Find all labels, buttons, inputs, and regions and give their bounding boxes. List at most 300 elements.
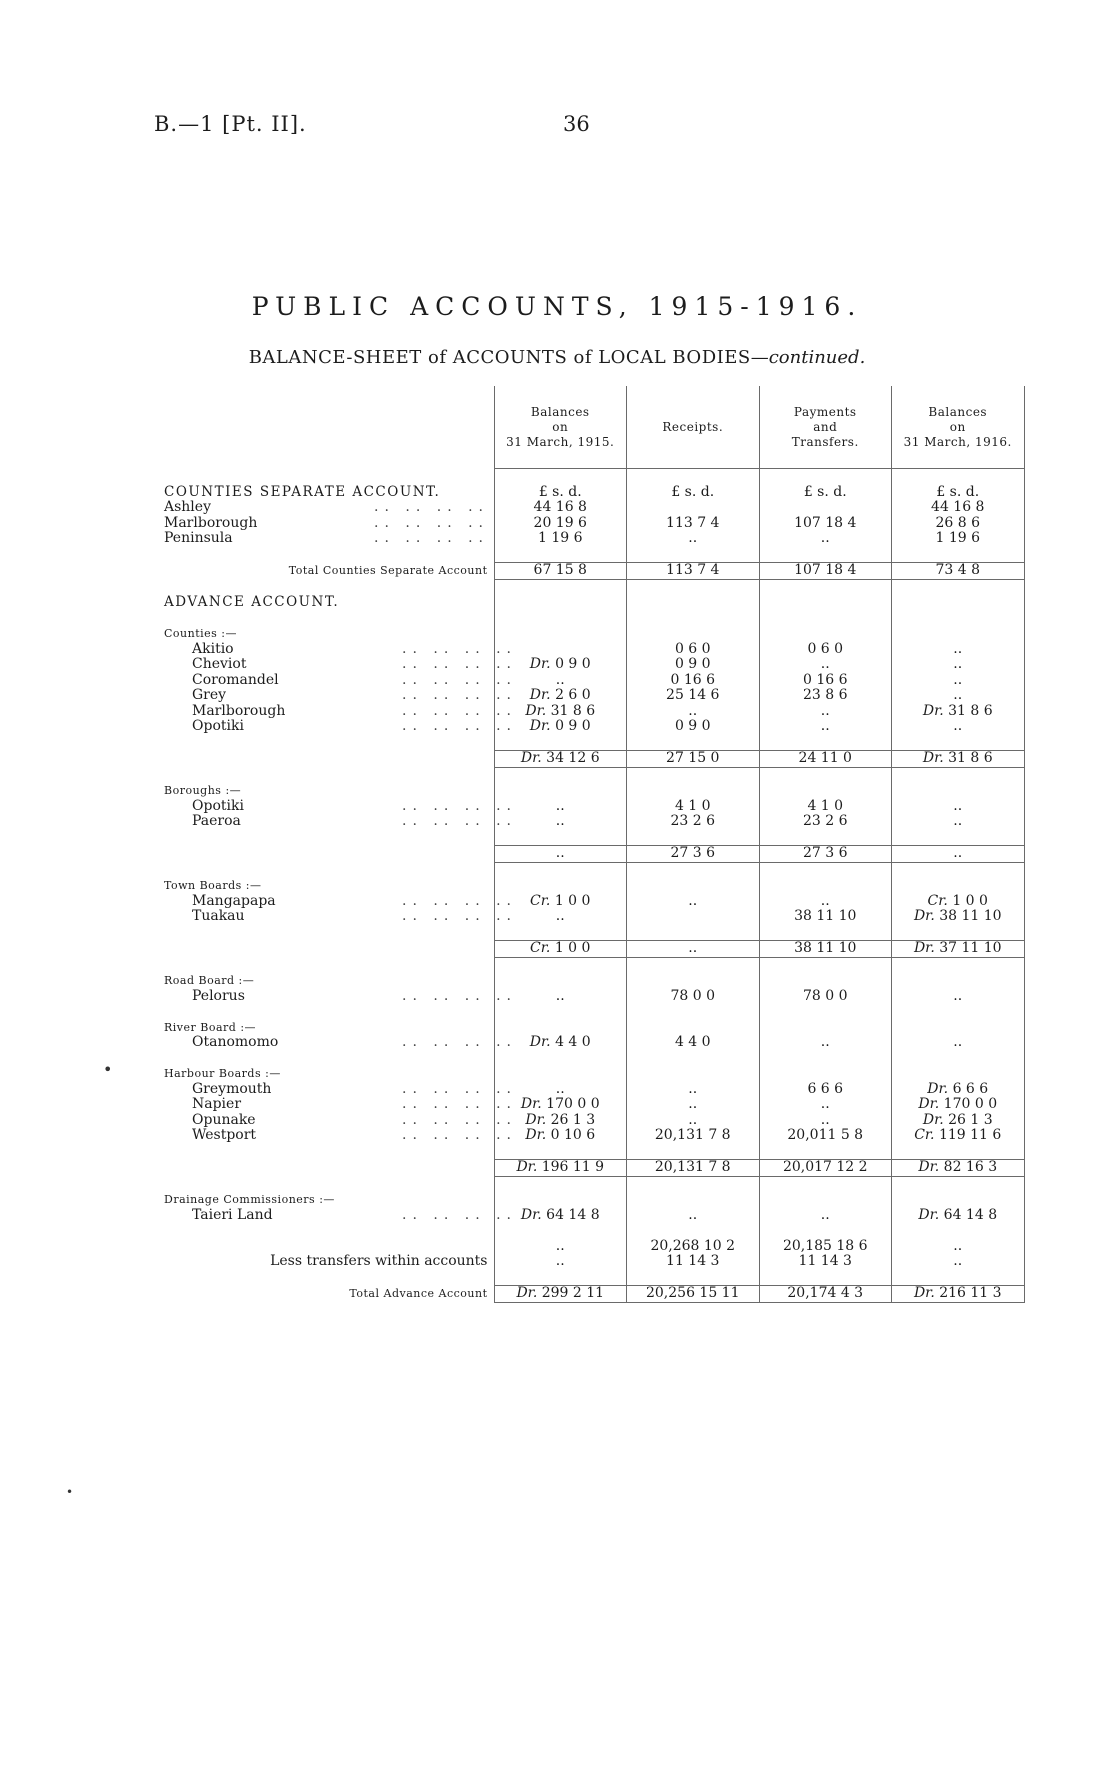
header-balances-1915: Balances on 31 March, 1915. — [494, 386, 627, 469]
amount-cell — [494, 1192, 627, 1208]
row-label — [164, 1080, 517, 1098]
group-heading: Boroughs :— — [164, 784, 242, 797]
amount-cell — [892, 626, 1025, 642]
table-row — [164, 1082, 1024, 1098]
row-label — [164, 1096, 517, 1113]
amount-cell — [627, 500, 760, 516]
amount-cell: 25 14 6 — [627, 688, 760, 704]
leader-dots: .. .. .. .. — [402, 797, 517, 814]
amount-cell: 20,131 7 8 — [627, 1160, 760, 1177]
amount-cell: 6 6 6 — [759, 1082, 892, 1098]
row-label — [164, 531, 494, 547]
spacer — [759, 767, 892, 783]
table-row — [164, 751, 1024, 768]
spacer — [164, 1004, 494, 1020]
spacer — [164, 547, 494, 563]
amount-cell: .. — [892, 719, 1025, 735]
spacer — [627, 1270, 760, 1286]
amount-cell: .. — [494, 799, 627, 815]
amount-cell: Cr. 1 0 0 — [494, 894, 627, 910]
spacer-row — [164, 1004, 1024, 1020]
spacer — [627, 579, 760, 595]
table-row — [164, 1208, 1024, 1224]
spacer — [627, 925, 760, 941]
amount-cell: .. — [892, 1254, 1025, 1270]
spacer — [759, 547, 892, 563]
amount-cell: .. — [627, 1082, 760, 1098]
amount-cell: 1 19 6 — [892, 531, 1025, 547]
subtitle-main: BALANCE-SHEET of ACCOUNTS of LOCAL BODIES — [248, 347, 751, 368]
table-row — [164, 563, 1024, 580]
leader-dots: .. .. .. .. — [374, 499, 489, 515]
amount-cell: 20,011 5 8 — [759, 1128, 892, 1144]
table-row — [164, 1160, 1024, 1177]
amount-cell: .. — [494, 989, 627, 1005]
section-heading: ADVANCE ACCOUNT. — [164, 594, 340, 610]
row-label-text: Greymouth — [192, 1080, 272, 1097]
table-row — [164, 719, 1024, 735]
amount-cell: 0 9 0 — [627, 657, 760, 673]
amount-cell: Dr. 26 1 3 — [494, 1113, 627, 1129]
amount-cell — [494, 1066, 627, 1082]
amount-cell: .. — [892, 846, 1025, 863]
amount-cell: .. — [892, 1239, 1025, 1255]
amount-cell: £ s. d. — [494, 485, 627, 501]
table-row — [164, 704, 1024, 720]
row-label — [164, 908, 517, 925]
spacer — [627, 957, 760, 973]
amount-cell: Dr. 4 4 0 — [494, 1035, 627, 1051]
spacer — [892, 1051, 1025, 1067]
amount-cell: 23 2 6 — [627, 814, 760, 830]
amount-cell — [892, 973, 1025, 989]
amount-cell — [627, 1020, 760, 1036]
group-heading: Town Boards :— — [164, 879, 262, 892]
amount-cell: Dr. 64 14 8 — [892, 1208, 1025, 1224]
amount-cell: .. — [759, 1035, 892, 1051]
spacer — [627, 611, 760, 627]
group-heading: River Board :— — [164, 1020, 257, 1034]
spacer-row — [164, 830, 1024, 846]
amount-cell: .. — [627, 1208, 760, 1224]
amount-cell: 23 8 6 — [759, 688, 892, 704]
spacer — [164, 1223, 494, 1239]
spacer — [627, 1051, 760, 1067]
leader-dots: .. .. .. .. — [402, 640, 517, 657]
amount-cell — [627, 626, 760, 642]
balance-sheet-table — [164, 386, 1025, 1303]
group-heading: Drainage Commissioners :— — [164, 1193, 335, 1206]
leader-dots: .. .. .. .. — [402, 656, 517, 672]
spacer-row — [164, 767, 1024, 783]
amount-cell — [627, 783, 760, 799]
spacer — [759, 925, 892, 941]
table-row — [164, 894, 1024, 910]
amount-cell: 0 16 6 — [627, 673, 760, 689]
amount-cell — [892, 1192, 1025, 1208]
amount-cell: 20,131 7 8 — [627, 1128, 760, 1144]
spacer — [164, 1270, 494, 1286]
amount-cell: 67 15 8 — [494, 563, 627, 580]
spacer — [892, 469, 1025, 485]
amount-cell: .. — [892, 1035, 1025, 1051]
amount-cell — [892, 783, 1025, 799]
spacer — [892, 1223, 1025, 1239]
amount-cell — [759, 973, 892, 989]
amount-cell: 20,174 4 3 — [759, 1286, 892, 1303]
amount-cell: .. — [627, 1097, 760, 1113]
amount-cell: £ s. d. — [759, 485, 892, 501]
spacer — [164, 767, 494, 783]
amount-cell: 20,256 15 11 — [627, 1286, 760, 1303]
spacer — [164, 579, 494, 595]
amount-cell: .. — [494, 846, 627, 863]
spacer-row — [164, 735, 1024, 751]
spacer — [759, 957, 892, 973]
table-row — [164, 1113, 1024, 1129]
row-label — [164, 1127, 517, 1144]
amount-cell: 11 14 3 — [759, 1254, 892, 1270]
amount-cell — [494, 595, 627, 611]
spacer-row — [164, 611, 1024, 627]
amount-cell — [627, 1066, 760, 1082]
row-label — [164, 1239, 494, 1255]
spacer — [494, 579, 627, 595]
amount-cell: .. — [759, 704, 892, 720]
amount-cell — [759, 595, 892, 611]
amount-cell: .. — [759, 1097, 892, 1113]
header-receipts: Receipts. — [627, 386, 760, 469]
spacer — [494, 1176, 627, 1192]
table-row — [164, 485, 1024, 501]
amount-cell: £ s. d. — [892, 485, 1025, 501]
spacer — [627, 767, 760, 783]
margin-mark: • — [66, 1485, 74, 1499]
row-label-text: Pelorus — [192, 987, 245, 1004]
leader-dots: .. .. .. .. — [402, 813, 517, 829]
leader-dots: .. .. .. .. — [402, 1034, 517, 1050]
leader-dots: .. .. .. .. — [402, 1096, 517, 1112]
amount-cell: 27 15 0 — [627, 751, 760, 768]
row-label — [164, 1192, 494, 1208]
spacer — [759, 1144, 892, 1160]
row-label — [164, 751, 494, 768]
amount-cell: 44 16 8 — [892, 500, 1025, 516]
amount-cell: 38 11 10 — [759, 941, 892, 958]
table-row — [164, 1128, 1024, 1144]
amount-cell — [892, 1020, 1025, 1036]
amount-cell — [494, 1020, 627, 1036]
amount-cell: .. — [494, 814, 627, 830]
amount-cell: 113 7 4 — [627, 516, 760, 532]
amount-cell: Dr. 299 2 11 — [494, 1286, 627, 1303]
row-label-text: Akitio — [192, 640, 234, 657]
row-label-text: Paeroa — [192, 813, 241, 829]
amount-cell: .. — [892, 814, 1025, 830]
amount-cell: 107 18 4 — [759, 563, 892, 580]
amount-cell: 38 11 10 — [759, 909, 892, 925]
spacer — [892, 579, 1025, 595]
amount-cell: 4 1 0 — [627, 799, 760, 815]
amount-cell: 27 3 6 — [759, 846, 892, 863]
amount-cell: Dr. 26 1 3 — [892, 1113, 1025, 1129]
spacer — [892, 547, 1025, 563]
row-label-text: Otanomomo — [192, 1034, 279, 1050]
row-label-text: Opunake — [192, 1111, 256, 1128]
row-label — [164, 1066, 494, 1082]
spacer — [627, 469, 760, 485]
spacer — [164, 735, 494, 751]
amount-cell: 20 19 6 — [494, 516, 627, 532]
amount-cell: Dr. 34 12 6 — [494, 751, 627, 768]
leader-dots: .. .. .. .. — [402, 1206, 517, 1223]
row-label-text: Ashley — [164, 499, 211, 515]
spacer — [892, 830, 1025, 846]
page-number: 36 — [563, 112, 590, 136]
spacer — [892, 925, 1025, 941]
spacer — [494, 830, 627, 846]
spacer-row — [164, 1176, 1024, 1192]
amount-cell: Dr. 170 0 0 — [892, 1097, 1025, 1113]
leader-dots: .. .. .. .. — [402, 671, 517, 688]
spacer — [494, 1223, 627, 1239]
spacer — [892, 1270, 1025, 1286]
spacer-row — [164, 925, 1024, 941]
table-row — [164, 799, 1024, 815]
spacer — [892, 1144, 1025, 1160]
amount-cell: 0 9 0 — [627, 719, 760, 735]
spacer — [494, 735, 627, 751]
spacer — [759, 735, 892, 751]
table-row — [164, 1035, 1024, 1051]
row-label — [164, 892, 517, 910]
row-label — [164, 797, 517, 815]
amount-cell: 1 19 6 — [494, 531, 627, 547]
header-balances-1916: Balances on 31 March, 1916. — [892, 386, 1025, 469]
row-label-text: Peninsula — [164, 530, 233, 546]
row-label-text: Taieri Land — [192, 1206, 273, 1223]
spacer — [494, 469, 627, 485]
table-row — [164, 909, 1024, 925]
spacer — [759, 1051, 892, 1067]
amount-cell — [627, 595, 760, 611]
row-label — [164, 1111, 517, 1129]
table-row — [164, 973, 1024, 989]
spacer — [627, 547, 760, 563]
section-heading: COUNTIES SEPARATE ACCOUNT. — [164, 483, 441, 500]
leader-dots: .. .. .. .. — [374, 530, 489, 546]
amount-cell: 73 4 8 — [892, 563, 1025, 580]
row-label — [164, 702, 517, 720]
spacer — [759, 469, 892, 485]
spacer — [494, 767, 627, 783]
row-label — [164, 1286, 494, 1303]
amount-cell: 26 8 6 — [892, 516, 1025, 532]
spacer — [164, 469, 494, 485]
amount-cell — [759, 500, 892, 516]
amount-cell — [494, 783, 627, 799]
table-row — [164, 531, 1024, 547]
amount-cell: 0 16 6 — [759, 673, 892, 689]
spacer — [627, 830, 760, 846]
row-label — [164, 595, 494, 611]
amount-cell — [759, 626, 892, 642]
total-advance-label: Total Advance Account — [349, 1287, 488, 1300]
amount-cell: Dr. 31 8 6 — [892, 704, 1025, 720]
leader-dots: .. .. .. .. — [374, 514, 489, 531]
amount-cell: .. — [759, 1208, 892, 1224]
spacer — [627, 862, 760, 878]
amount-cell: 24 11 0 — [759, 751, 892, 768]
table-row — [164, 1097, 1024, 1113]
row-label — [164, 878, 494, 894]
row-label — [164, 846, 494, 863]
spacer — [892, 1004, 1025, 1020]
amount-cell — [892, 878, 1025, 894]
amount-cell — [627, 909, 760, 925]
table-row — [164, 673, 1024, 689]
group-heading: Road Board :— — [164, 974, 255, 987]
amount-cell: 11 14 3 — [627, 1254, 760, 1270]
amount-cell — [759, 1192, 892, 1208]
amount-cell: 0 6 0 — [759, 642, 892, 658]
amount-cell — [494, 973, 627, 989]
spacer — [759, 830, 892, 846]
row-label — [164, 500, 494, 516]
spacer — [759, 1176, 892, 1192]
table-row — [164, 878, 1024, 894]
row-label — [164, 671, 517, 689]
row-label — [164, 563, 494, 580]
amount-cell: 27 3 6 — [627, 846, 760, 863]
spacer — [627, 1144, 760, 1160]
spacer-row — [164, 1223, 1024, 1239]
table-row — [164, 814, 1024, 830]
amount-cell: .. — [627, 531, 760, 547]
amount-cell — [759, 1020, 892, 1036]
amount-cell: .. — [494, 1082, 627, 1098]
row-label — [164, 640, 517, 658]
amount-cell — [892, 1066, 1025, 1082]
spacer — [494, 547, 627, 563]
less-transfers-label: Less transfers within accounts — [270, 1253, 488, 1269]
header-blank — [164, 386, 494, 469]
table-row — [164, 1020, 1024, 1036]
amount-cell: 20,268 10 2 — [627, 1239, 760, 1255]
spacer — [759, 1223, 892, 1239]
leader-dots: .. .. .. .. — [402, 702, 517, 719]
row-label — [164, 516, 494, 532]
row-label — [164, 656, 517, 673]
row-label — [164, 687, 517, 704]
spacer — [494, 862, 627, 878]
table-row — [164, 500, 1024, 516]
table-row — [164, 941, 1024, 958]
row-label — [164, 1020, 494, 1036]
amount-cell: Dr. 196 11 9 — [494, 1160, 627, 1177]
row-label-text: Westport — [192, 1127, 257, 1143]
table-row — [164, 1239, 1024, 1255]
row-label-text: Marlborough — [192, 702, 286, 719]
spacer — [892, 735, 1025, 751]
amount-cell: .. — [759, 1113, 892, 1129]
amount-cell: .. — [494, 1254, 627, 1270]
row-label — [164, 485, 494, 501]
leader-dots: .. .. .. .. — [402, 987, 517, 1004]
row-label-text: Tuakau — [192, 908, 245, 924]
table-row — [164, 516, 1024, 532]
leader-dots: .. .. .. .. — [402, 1080, 517, 1097]
spacer — [494, 925, 627, 941]
table-row — [164, 1192, 1024, 1208]
amount-cell: Dr. 31 8 6 — [494, 704, 627, 720]
spacer — [759, 862, 892, 878]
amount-cell: Dr. 216 11 3 — [892, 1286, 1025, 1303]
spacer — [627, 1223, 760, 1239]
amount-cell: .. — [892, 799, 1025, 815]
amount-cell: Cr. 1 0 0 — [494, 941, 627, 958]
spacer — [494, 1004, 627, 1020]
spacer — [892, 862, 1025, 878]
spacer-row — [164, 579, 1024, 595]
margin-mark: • — [103, 1060, 113, 1079]
amount-cell: Cr. 119 11 6 — [892, 1128, 1025, 1144]
spacer — [627, 735, 760, 751]
group-heading: Harbour Boards :— — [164, 1067, 281, 1080]
leader-dots: .. .. .. .. — [402, 1127, 517, 1143]
amount-cell: 4 1 0 — [759, 799, 892, 815]
spacer-row — [164, 547, 1024, 563]
amount-cell: .. — [759, 531, 892, 547]
row-label — [164, 626, 494, 642]
spacer — [759, 1004, 892, 1020]
amount-cell: 23 2 6 — [759, 814, 892, 830]
amount-cell: 20,185 18 6 — [759, 1239, 892, 1255]
row-label-text: Cheviot — [192, 656, 247, 672]
row-label — [164, 813, 517, 830]
amount-cell: 113 7 4 — [627, 563, 760, 580]
row-label — [164, 783, 494, 799]
row-label — [164, 973, 494, 989]
amount-cell: 44 16 8 — [494, 500, 627, 516]
table-row — [164, 626, 1024, 642]
subtitle-continued: —continued. — [750, 347, 866, 368]
row-label-text: Marlborough — [164, 514, 258, 531]
table-row — [164, 688, 1024, 704]
spacer — [759, 579, 892, 595]
page-subtitle — [0, 347, 1114, 368]
leader-dots: .. .. .. .. — [402, 1111, 517, 1128]
row-label — [164, 941, 494, 958]
spacer-row — [164, 862, 1024, 878]
row-label-text: Opotiki — [192, 797, 244, 814]
amount-cell: .. — [892, 989, 1025, 1005]
amount-cell: .. — [627, 894, 760, 910]
spacer — [494, 957, 627, 973]
amount-cell: 0 6 0 — [627, 642, 760, 658]
amount-cell: .. — [494, 909, 627, 925]
amount-cell: .. — [627, 941, 760, 958]
amount-cell: Dr. 170 0 0 — [494, 1097, 627, 1113]
table-row — [164, 657, 1024, 673]
amount-cell: 78 0 0 — [759, 989, 892, 1005]
amount-cell: .. — [892, 657, 1025, 673]
spacer — [494, 1270, 627, 1286]
leader-dots: .. .. .. .. — [402, 892, 517, 909]
amount-cell: Dr. 0 10 6 — [494, 1128, 627, 1144]
spacer-row — [164, 957, 1024, 973]
amount-cell — [759, 783, 892, 799]
